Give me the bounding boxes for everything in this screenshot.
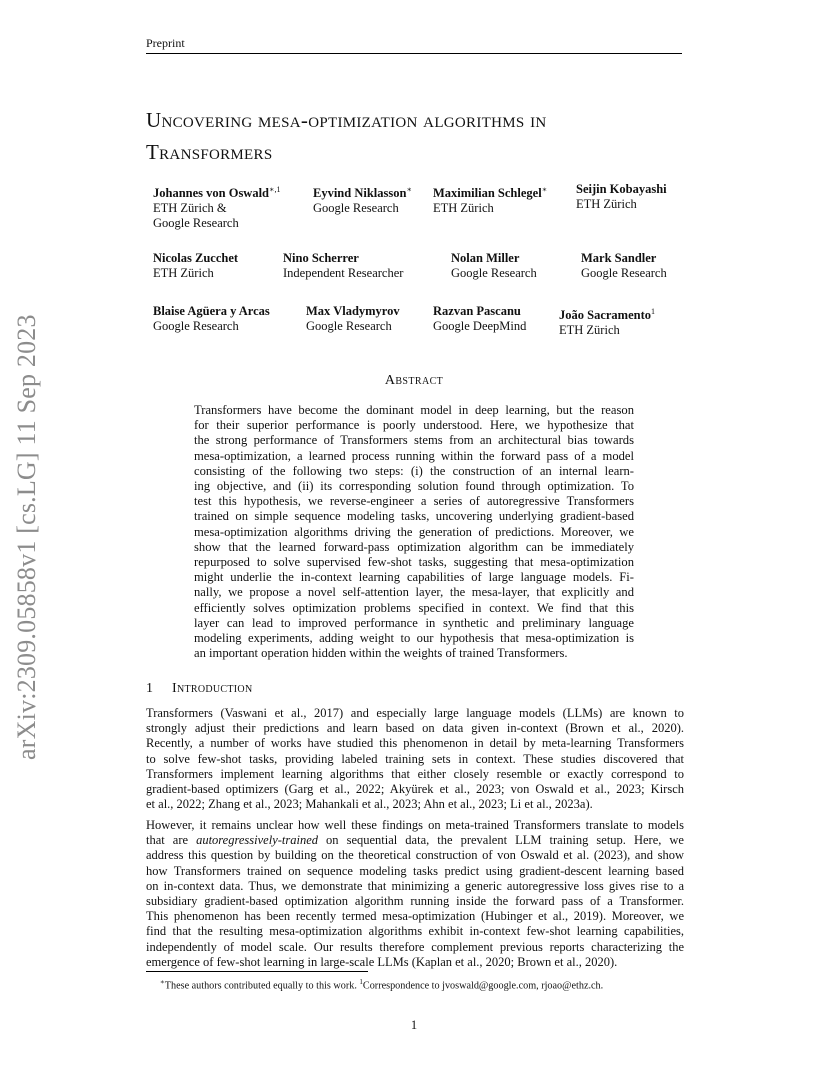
body-line: find that the resulting mesa-optimization algorithms exhibit in-context few-shot learning capabilities, (146, 924, 684, 939)
abstract-line: consisting of the following two steps: (i) the construction of an internal learn- (194, 463, 634, 478)
author-entry (153, 182, 280, 231)
abstract-line: an important operation hidden within the weights of trained Transformers. (194, 646, 568, 661)
abstract-line: might underlie the in-context learning capabilities of large language models. Fi- (194, 570, 634, 585)
author-entry (576, 182, 667, 212)
author-affiliation: Google Research (451, 266, 537, 280)
body-line: However, it remains unclear how well these findings on meta-trained Transformers translate to models (146, 818, 684, 832)
author-name: Blaise Agüera y Arcas (153, 304, 270, 318)
emphasis-text: autoregressively-trained (196, 833, 319, 848)
author-name: Johannes von Oswald (153, 186, 270, 201)
footnote (160, 976, 700, 992)
body-line: on in-context data. Thus, we demonstrate that minimizing a generic autoregressive loss gives rise to a (146, 878, 684, 893)
abstract-line: modeling experiments, adding weight to our hypothesis that mesa-optimization is (194, 631, 634, 646)
footnote-text: These authors contributed equally to this work. (164, 980, 360, 992)
abstract-line: test this hypothesis, we reverse-engineer a series of autoregressive Transformers (194, 494, 634, 509)
author-entry (313, 182, 412, 216)
author-name: Seijin Kobayashi (576, 182, 667, 196)
body-line: Transformers implement learning algorithms that either closely resemble or exactly correspond to (146, 766, 684, 781)
body-line-with-emphasis (146, 833, 684, 848)
title-line-2: Transformers (146, 140, 273, 164)
body-line: et al., 2022; Zhang et al., 2023; Mahankali et al., 2023; Ahn et al., 2023; Li et al., 2023a). (146, 797, 593, 812)
body-line: strongly adjust their predictions and learn based on data given in-context (Brown et al., 2020). (146, 721, 684, 736)
footnote-mark: 1 (359, 978, 363, 986)
abstract-line: mesa-optimization algorithms driving the generation of predictions. Moreover, we (194, 524, 634, 539)
author-entry (433, 182, 547, 216)
abstract-body (194, 403, 634, 661)
author-mark: 1 (651, 307, 655, 316)
body-line: subsidiary gradient-based optimization algorithm running inside the forward pass of a Transformer. (146, 894, 684, 909)
intro-paragraph-1 (146, 706, 684, 812)
author-affiliation: ETH Zürich (433, 201, 494, 216)
author-entry (153, 251, 238, 281)
author-affiliation: Google Research (153, 319, 239, 333)
section-heading (146, 681, 682, 697)
author-affiliation: ETH Zürich & (153, 201, 227, 216)
author-entry (153, 304, 270, 334)
abstract-line: ing objective, and (ii) its corresponding solution found through optimization. To (194, 479, 634, 494)
author-affiliation: ETH Zürich (576, 197, 637, 211)
author-name: Max Vladymyrov (306, 304, 400, 318)
abstract-line: repurposed to solve supervised few-shot tasks, suggesting that mesa-optimization (194, 555, 634, 570)
body-line: Recently, a number of works have studied this phenomenon in detail by meta-learning Transformers (146, 736, 684, 751)
author-name: João Sacramento (559, 308, 651, 323)
section-title: Introduction (172, 681, 253, 696)
abstract-line: trained on simple sequence modeling tasks, uncovering underlying gradient-based (194, 509, 634, 524)
author-entry (581, 251, 667, 281)
author-entry (283, 251, 403, 281)
title-line-1: Uncovering mesa-optimization algorithms in (146, 108, 547, 132)
author-name: Nicolas Zucchet (153, 251, 239, 265)
body-text: that are (146, 833, 197, 848)
author-entry (559, 304, 655, 338)
footnote-mark: ∗ (160, 978, 165, 986)
section-number: 1 (146, 681, 154, 696)
author-name: Eyvind Niklasson (313, 186, 407, 201)
author-affiliation: Google Research (306, 319, 392, 333)
author-affiliation: Google Research (581, 266, 667, 280)
author-entry (451, 251, 537, 281)
body-line: emergence of few-shot learning in large-scale LLMs (Kaplan et al., 2020; Brown et al., 2020). (146, 954, 618, 969)
body-line: Transformers (Vaswani et al., 2017) and especially large language models (LLMs) are known to (146, 706, 684, 720)
arxiv-side-stamp: arXiv:2309.05858v1 [cs.LG] 11 Sep 2023 (12, 314, 41, 760)
paper-title (146, 104, 706, 168)
author-name: Nolan Miller (451, 251, 520, 265)
author-mark: ∗ (406, 185, 412, 194)
abstract-line: show that the learned forward-pass optimization algorithm can be immediately (194, 539, 634, 554)
body-line: independently of model scale. Our results therefore complement previous reports characterizing the (146, 939, 684, 954)
author-entry (433, 304, 526, 334)
body-line: address this question by building on the theoretical construction of von Oswald et al. (2023), and show (146, 848, 684, 863)
author-entry (306, 304, 400, 334)
abstract-line: mesa-optimization, a learned process running within the forward pass of a model (194, 448, 634, 463)
footnote-text: Correspondence to jvoswald@google.com, rjoao@ethz.ch. (362, 980, 604, 992)
abstract-line: the strong performance of Transformers stems from an architectural bias towards (194, 433, 634, 448)
abstract-heading: Abstract (384, 373, 444, 388)
author-mark: ∗,1 (269, 185, 281, 194)
body-line: how Transformers trained on sequence modeling tasks predict using gradient-descent learning based (146, 863, 684, 878)
author-affiliation: ETH Zürich (153, 266, 214, 280)
body-line: This phenomenon has been recently termed mesa-optimization (Hubinger et al., 2019). Moreover, we (146, 909, 684, 924)
abstract-line: Transformers have become the dominant model in deep learning, but the reason (194, 403, 634, 417)
body-line: gradient-based optimizers (Garg et al., 2022; Akyürek et al., 2023; von Oswald et al., 2023; Kirsch (146, 782, 684, 797)
running-header: Preprint (146, 36, 682, 54)
author-name: Nino Scherrer (283, 251, 359, 265)
author-affiliation: Google Research (153, 216, 239, 231)
abstract-line: layer can lead to improved performance in synthetic and preliminary language (194, 615, 634, 630)
author-affiliation: ETH Zürich (559, 323, 620, 338)
author-name: Maximilian Schlegel (433, 186, 542, 201)
body-text: on sequential data, the prevalent LLM training setup. Here, we (318, 833, 684, 848)
abstract-line: nally, we propose a novel self-attention layer, the mesa-layer, that explicitly and (194, 585, 634, 600)
page-number: 1 (410, 1018, 418, 1032)
author-affiliation: Google DeepMind (433, 319, 527, 333)
author-affiliation: Google Research (313, 201, 399, 216)
author-mark: ∗ (541, 185, 548, 194)
intro-paragraph-2 (146, 818, 684, 970)
footnote-divider (146, 971, 368, 972)
author-name: Razvan Pascanu (433, 304, 521, 318)
body-line: to solve few-shot tasks, providing labeled training sets in context. These studies discovered that (146, 751, 684, 766)
abstract-line: for their superior performance is poorly understood. Here, we hypothesize that (194, 418, 634, 433)
author-affiliation: Independent Researcher (283, 266, 404, 280)
author-name: Mark Sandler (581, 251, 657, 265)
abstract-line: efficiently solves optimization problems specified in context. We find that this (194, 600, 634, 615)
